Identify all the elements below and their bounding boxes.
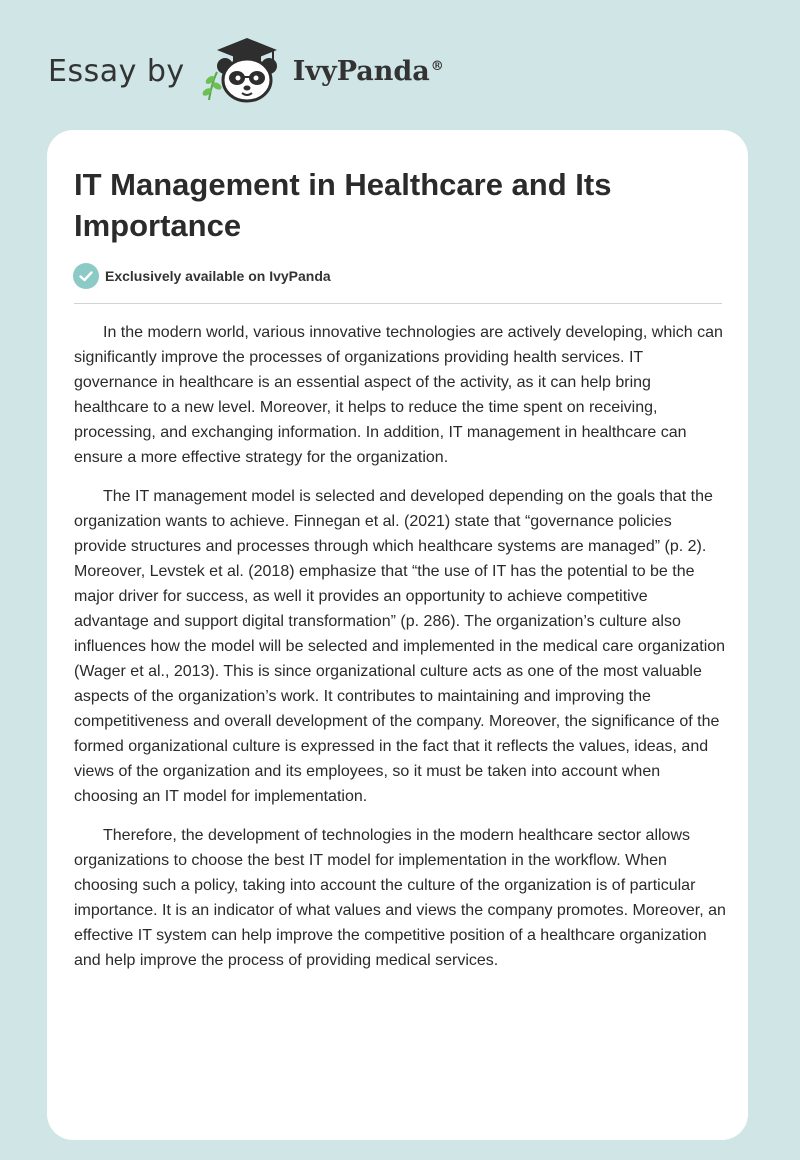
page-title: IT Management in Healthcare and Its Importance bbox=[74, 167, 612, 243]
brand-header bbox=[48, 36, 444, 106]
brand-name: IvyPanda® bbox=[292, 55, 444, 87]
divider bbox=[74, 303, 722, 304]
exclusive-badge-label: Exclusively available on IvyPanda bbox=[105, 268, 331, 284]
check-circle-icon bbox=[73, 263, 99, 289]
exclusive-badge bbox=[73, 263, 331, 289]
paragraph: In the modern world, various innovative technologies are actively developing, which can significantly improve the processes of organizations providing health services. IT governance in healthcare is an essential aspect of the activity, as it can help bring healthcare to a new level. Moreover, it helps to reduce the time spent on receiving, processing, and exchanging information. In addition, IT management in healthcare can ensure a more effective strategy for the organization. bbox=[74, 324, 723, 466]
paragraph: Therefore, the development of technologies in the modern healthcare sector allows organizations to choose the best IT model for implementation in the workflow. When choosing such a policy, taking into account the culture of the organization is of particular importance. It is an indicator of what values and views the company promotes. Moreover, an effective IT system can help improve the competitive position of a healthcare organization and help improve the process of providing medical services. bbox=[74, 827, 726, 969]
registered-mark: ® bbox=[430, 58, 444, 74]
panda-logo-icon bbox=[197, 36, 289, 106]
essay-body bbox=[74, 320, 726, 987]
paragraph: The IT management model is selected and developed depending on the goals that the organization wants to achieve. Finnegan et al. (2021) state that “governance policies provide structures and processes through which healthcare systems are managed” (p. 2). Moreover, Levstek et al. (2018) emphasize that “the use of IT has the potential to be the major driver for success, as well it provides an opportunity to achieve competitive advantage and support digital transformation” (p. 286). The organization’s culture also influences how the model will be selected and implemented in the medical care organization (Wager et al., 2013). This is since organizational culture acts as one of the most valuable aspects of the organization’s work. It contributes to maintaining and improving the competitiveness and overall development of the company. Moreover, the significance of the formed organizational culture is expressed in the fact that it reflects the values, ideas, and views of the organization and its employees, so it must be taken into account when choosing an IT model for implementation. bbox=[74, 488, 726, 805]
essay-by-label: Essay by bbox=[48, 53, 185, 89]
essay-card bbox=[47, 130, 748, 1140]
